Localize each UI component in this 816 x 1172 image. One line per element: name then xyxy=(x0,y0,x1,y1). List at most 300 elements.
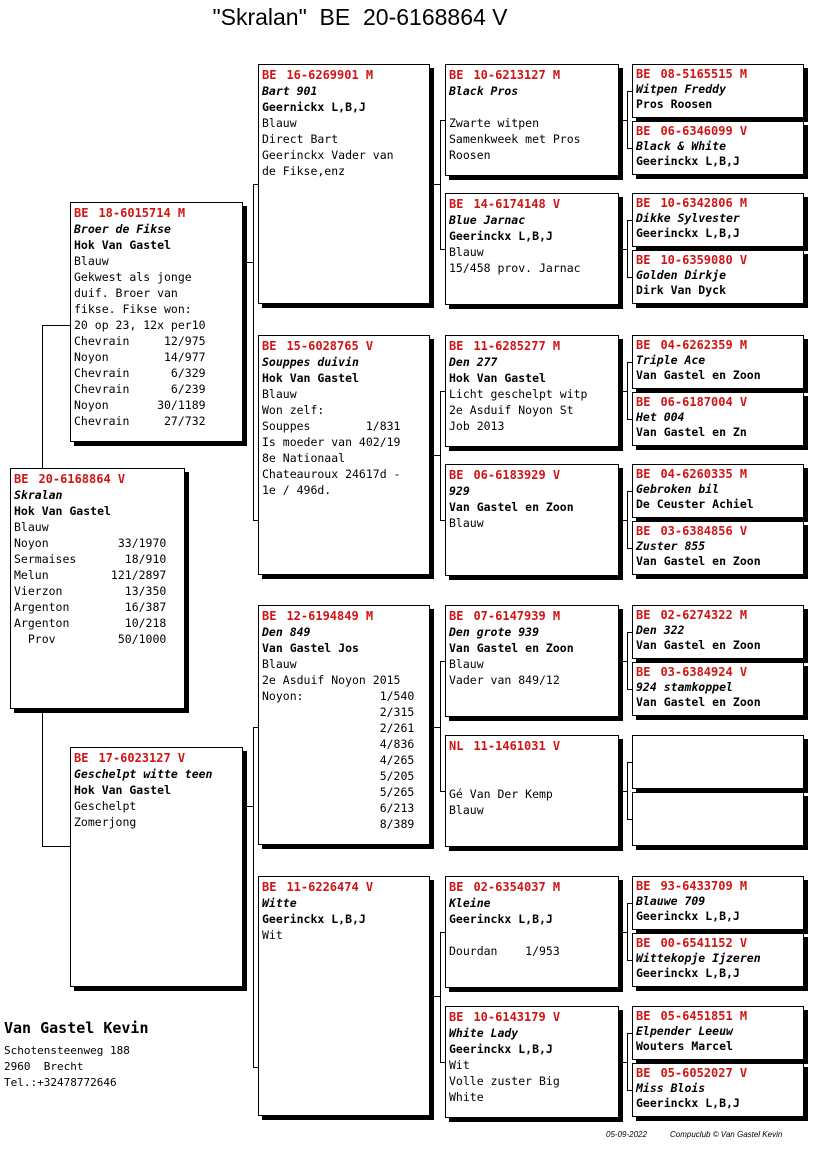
ring-country: BE xyxy=(262,339,277,353)
pigeon-info-line: 5/265 xyxy=(262,785,415,799)
pedigree-connector-line xyxy=(619,391,627,392)
pigeon-info-line: 5/205 xyxy=(262,769,415,783)
pigeon-owner: Hok Van Gastel xyxy=(262,371,359,385)
pigeon-info-line: Blauw xyxy=(74,254,109,268)
pigeon-info-line: Samenkweek met Pros xyxy=(449,132,581,146)
ring-code: 11-1461031 V xyxy=(473,739,561,753)
pigeon-card-g1 xyxy=(632,64,804,118)
ring-number xyxy=(449,1009,615,1025)
pigeon-info-line: White xyxy=(449,1090,484,1104)
pigeon-card-sss xyxy=(445,64,619,176)
pedigree-connector-line xyxy=(627,91,632,92)
pigeon-owner: Geerinckx L,B,J xyxy=(449,912,553,926)
pedigree-connector-line xyxy=(440,249,445,250)
pigeon-info-line: Blauw xyxy=(449,657,484,671)
pigeon-info-line: Argenton 10/218 xyxy=(14,616,167,630)
pigeon-name: 929 xyxy=(449,484,470,498)
print-date: 05-09-2022 xyxy=(606,1130,647,1139)
pigeon-name: Triple Ace xyxy=(636,353,706,367)
ring-code: 02-6274322 M xyxy=(660,608,748,622)
pigeon-info-line: 2e Asduif Noyon 2015 xyxy=(262,673,401,687)
pigeon-info-line: de Fikse,enz xyxy=(262,164,346,178)
ring-country: BE xyxy=(14,472,29,486)
pigeon-info-line: Chevrain 6/239 xyxy=(74,382,206,396)
pigeon-name: Den 322 xyxy=(636,623,685,637)
pedigree-connector-line xyxy=(440,791,445,792)
pedigree-connector-line xyxy=(440,520,445,521)
pigeon-info-line: Blauw xyxy=(449,803,484,817)
ring-code: 06-6183929 V xyxy=(473,468,561,482)
pedigree-connector-line xyxy=(627,491,628,548)
pigeon-info-line: 20 op 23, 12x per10 xyxy=(74,318,206,332)
pedigree-connector-line xyxy=(253,520,258,521)
pigeon-info-line: Blauw xyxy=(14,520,49,534)
ring-number xyxy=(449,338,615,354)
pigeon-name: Den grote 939 xyxy=(449,625,540,639)
ring-code: 15-6028765 V xyxy=(286,339,374,353)
pigeon-name: Kleine xyxy=(449,896,491,910)
ring-country: BE xyxy=(636,338,651,352)
pigeon-info-line: Geschelpt xyxy=(74,799,137,813)
ring-number xyxy=(74,205,239,221)
pigeon-info-line: 2/315 xyxy=(262,705,415,719)
ring-number xyxy=(262,67,426,83)
pigeon-info-line: Blauw xyxy=(262,116,297,130)
pigeon-card-g12 xyxy=(632,792,804,846)
pedigree-connector-line xyxy=(627,632,628,689)
pedigree-title: "Skralan" BE 20-6168864 V xyxy=(212,4,508,30)
pigeon-owner: Geernickx L,B,J xyxy=(262,100,366,114)
pedigree-connector-line xyxy=(430,996,440,997)
ring-number xyxy=(636,738,800,753)
pedigree-connector-line xyxy=(619,661,627,662)
ring-country: BE xyxy=(636,253,651,267)
pedigree-connector-line xyxy=(440,1062,445,1063)
pigeon-info-line: fikse. Fikse won: xyxy=(74,302,192,316)
pigeon-info-line: Souppes 1/831 xyxy=(262,419,401,433)
pigeon-name: Souppes duivin xyxy=(262,355,359,369)
pigeon-name: Het 004 xyxy=(636,410,685,424)
pedigree-connector-line xyxy=(627,548,632,549)
pigeon-name: Geschelpt witte teen xyxy=(74,767,213,781)
ring-country: BE xyxy=(636,467,651,481)
ring-code: 02-6354037 M xyxy=(473,880,561,894)
ring-country: BE xyxy=(449,880,464,894)
ring-country: BE xyxy=(449,68,464,82)
pigeon-info-line: 6/213 xyxy=(262,801,415,815)
pigeon-card-g10 xyxy=(632,662,804,716)
pigeon-card-g4 xyxy=(632,250,804,304)
pedigree-connector-line xyxy=(627,362,632,363)
pigeon-owner: Geerinckx L,B,J xyxy=(636,966,740,980)
pedigree-connector-line xyxy=(627,220,628,277)
pedigree-connector-line xyxy=(42,709,43,846)
pigeon-info-line: Noyon 33/1970 xyxy=(14,536,167,550)
pigeon-name: Dikke Sylvester xyxy=(636,211,740,225)
pigeon-info-line: 1e / 496d. xyxy=(262,483,332,497)
ring-code: 11-6285277 M xyxy=(473,339,561,353)
pedigree-connector-line xyxy=(619,120,627,121)
pigeon-name: Den 277 xyxy=(449,355,498,369)
pedigree-connector-line xyxy=(627,632,632,633)
pigeon-info-line: Noyon: 1/540 xyxy=(262,689,415,703)
pigeon-owner: Van Gastel en Zoon xyxy=(636,695,761,709)
pigeon-info-line: Melun 121/2897 xyxy=(14,568,167,582)
pedigree-connector-line xyxy=(627,1033,632,1034)
pigeon-info-line: Zomerjong xyxy=(74,815,137,829)
pigeon-info-line: Blauw xyxy=(262,387,297,401)
pigeon-info-line: Job 2013 xyxy=(449,419,505,433)
ring-code: 06-6187004 V xyxy=(660,395,748,409)
pedigree-connector-line xyxy=(627,689,632,690)
pigeon-owner: Geerinckx L,B,J xyxy=(449,229,553,243)
pedigree-connector-line xyxy=(243,262,253,263)
ring-country: BE xyxy=(636,1066,651,1080)
pedigree-connector-line xyxy=(253,727,258,728)
pedigree-connector-line xyxy=(627,903,628,960)
ring-code: 20-6168864 V xyxy=(38,472,126,486)
pigeon-name: Broer de Fikse xyxy=(74,222,171,236)
pigeon-info-line: Dourdan 1/953 xyxy=(449,944,560,958)
ring-number xyxy=(636,879,800,894)
pigeon-info-line: Gé Van Der Kemp xyxy=(449,787,553,801)
ring-country: BE xyxy=(449,468,464,482)
ring-number xyxy=(74,750,239,766)
ring-country: BE xyxy=(636,196,651,210)
ring-number xyxy=(262,608,426,624)
pigeon-info-line: 8e Nationaal xyxy=(262,451,346,465)
ring-code: 93-6433709 M xyxy=(660,879,748,893)
pigeon-name: 924 stamkoppel xyxy=(636,680,733,694)
ring-country: BE xyxy=(449,339,464,353)
pedigree-connector-line xyxy=(440,120,445,121)
ring-code: 05-6451851 M xyxy=(660,1009,748,1023)
pigeon-info-line: Wit xyxy=(262,928,283,942)
ring-number xyxy=(262,879,426,895)
pedigree-connector-line xyxy=(430,727,440,728)
pedigree-connector-line xyxy=(253,1067,258,1068)
pedigree-connector-line xyxy=(42,846,70,847)
pigeon-owner: Wouters Marcel xyxy=(636,1039,733,1053)
pigeon-card-g14 xyxy=(632,933,804,987)
breeder-street: Schotensteenweg 188 xyxy=(4,1044,130,1057)
pigeon-name: Witte xyxy=(262,896,297,910)
pedigree-connector-line xyxy=(619,1062,627,1063)
ring-number xyxy=(636,1066,800,1081)
pigeon-name: Witpen Freddy xyxy=(636,82,727,96)
ring-country: BE xyxy=(74,751,89,765)
ring-code: 06-6346099 V xyxy=(660,124,748,138)
pigeon-owner: Van Gastel en Zoon xyxy=(636,368,761,382)
ring-country: BE xyxy=(449,609,464,623)
pigeon-owner: Van Gastel en Zn xyxy=(636,425,747,439)
pigeon-card-g13 xyxy=(632,876,804,930)
breeder-name: Van Gastel Kevin xyxy=(4,1019,149,1037)
pigeon-info-line: Blauw xyxy=(262,657,297,671)
pedigree-connector-line xyxy=(253,184,254,520)
pigeon-card-g8 xyxy=(632,521,804,575)
pigeon-owner: Hok Van Gastel xyxy=(74,783,171,797)
pigeon-card-subject xyxy=(10,468,185,709)
pedigree-connector-line xyxy=(440,932,441,1062)
ring-country: BE xyxy=(449,197,464,211)
pedigree-connector-line xyxy=(627,960,632,961)
ring-code: 10-6143179 V xyxy=(473,1010,561,1024)
footer-credit: Compuclub © Van Gastel Kevin xyxy=(670,1130,783,1139)
ring-number xyxy=(636,665,800,680)
pigeon-name: Blauwe 709 xyxy=(636,894,706,908)
pedigree-connector-line xyxy=(440,661,445,662)
pigeon-card-sd xyxy=(258,335,430,575)
ring-code: 03-6384924 V xyxy=(660,665,748,679)
pedigree-connector-line xyxy=(627,762,628,819)
pedigree-connector-line xyxy=(42,325,43,468)
pigeon-info-line: Licht geschelpt witp xyxy=(449,387,588,401)
pigeon-info-line: Prov 50/1000 xyxy=(14,632,167,646)
ring-code: 07-6147939 M xyxy=(473,609,561,623)
pedigree-connector-line xyxy=(619,520,627,521)
pigeon-card-dss xyxy=(445,605,619,717)
pigeon-card-g16 xyxy=(632,1063,804,1117)
pigeon-owner: Van Gastel en Zoon xyxy=(636,638,761,652)
breeder-city: 2960 Brecht xyxy=(4,1060,84,1073)
pigeon-info-line: Geerinckx Vader van xyxy=(262,148,394,162)
pigeon-name: Elpender Leeuw xyxy=(636,1024,733,1038)
ring-country: BE xyxy=(636,936,651,950)
ring-code: 12-6194849 M xyxy=(286,609,374,623)
pedigree-connector-line xyxy=(627,491,632,492)
ring-number xyxy=(449,196,615,212)
ring-country: BE xyxy=(262,880,277,894)
pigeon-card-g2 xyxy=(632,121,804,175)
ring-number xyxy=(262,338,426,354)
pigeon-info-line: 8/389 xyxy=(262,817,415,831)
ring-number xyxy=(449,467,615,483)
pedigree-connector-line xyxy=(627,819,632,820)
pigeon-name: Black Pros xyxy=(449,84,519,98)
pigeon-owner: Dirk Van Dyck xyxy=(636,283,727,297)
pigeon-info-line: Volle zuster Big xyxy=(449,1074,560,1088)
ring-country: BE xyxy=(636,1009,651,1023)
pedigree-connector-line xyxy=(627,277,632,278)
breeder-phone: Tel.:+32478772646 xyxy=(4,1076,117,1089)
pigeon-card-ds xyxy=(258,605,430,845)
ring-code: 04-6260335 M xyxy=(660,467,748,481)
pigeon-name: Bart 901 xyxy=(262,84,318,98)
ring-country: BE xyxy=(449,1010,464,1024)
pigeon-info-line: Sermaises 18/910 xyxy=(14,552,167,566)
pigeon-info-line: Gekwest als jonge xyxy=(74,270,192,284)
pigeon-info-line: Wit xyxy=(449,1058,470,1072)
pigeon-info-line: Is moeder van 402/19 xyxy=(262,435,401,449)
ring-code: 16-6269901 M xyxy=(286,68,374,82)
ring-number xyxy=(636,795,800,810)
pigeon-info-line: 4/265 xyxy=(262,753,415,767)
pigeon-name: Golden Dirkje xyxy=(636,268,727,282)
pigeon-card-g6 xyxy=(632,392,804,446)
pedigree-connector-line xyxy=(627,419,632,420)
pigeon-owner: Van Gastel en Zoon xyxy=(636,554,761,568)
ring-code: 10-6359080 V xyxy=(660,253,748,267)
pigeon-info-line: Chevrain 6/329 xyxy=(74,366,206,380)
pigeon-card-dsd xyxy=(445,735,619,847)
pigeon-info-line: Won zelf: xyxy=(262,403,325,417)
ring-code: 05-6052027 V xyxy=(660,1066,748,1080)
pigeon-name: Zuster 855 xyxy=(636,539,706,553)
pigeon-owner: Geerinckx L,B,J xyxy=(449,1042,553,1056)
pigeon-owner: Van Gastel Jos xyxy=(262,641,359,655)
pigeon-card-g5 xyxy=(632,335,804,389)
pigeon-owner: Geerinckx L,B,J xyxy=(636,1096,740,1110)
pedigree-connector-line xyxy=(619,249,627,250)
pigeon-owner: Hok Van Gastel xyxy=(449,371,546,385)
pigeon-owner: Geerinckx L,B,J xyxy=(636,154,740,168)
ring-country: BE xyxy=(262,609,277,623)
ring-number xyxy=(636,467,800,482)
pigeon-info-line: Roosen xyxy=(449,148,491,162)
ring-number xyxy=(636,124,800,139)
pigeon-name: Miss Blois xyxy=(636,1081,706,1095)
ring-code: 10-6213127 M xyxy=(473,68,561,82)
pedigree-connector-line xyxy=(440,120,441,249)
pigeon-card-g7 xyxy=(632,464,804,518)
ring-code: 08-5165515 M xyxy=(660,67,748,81)
ring-number xyxy=(14,471,181,487)
ring-number xyxy=(636,395,800,410)
pigeon-info-line: Vierzon 13/350 xyxy=(14,584,167,598)
pedigree-connector-line xyxy=(627,362,628,419)
pedigree-connector-line xyxy=(440,391,445,392)
ring-country: BE xyxy=(636,879,651,893)
pigeon-info-line: Blauw xyxy=(449,516,484,530)
pigeon-card-dam xyxy=(70,747,243,987)
pedigree-connector-line xyxy=(253,727,254,1067)
pigeon-info-line: 4/836 xyxy=(262,737,415,751)
pigeon-info-line: Argenton 16/387 xyxy=(14,600,167,614)
pigeon-owner: Hok Van Gastel xyxy=(74,238,171,252)
pigeon-card-g3 xyxy=(632,193,804,247)
pigeon-card-dds xyxy=(445,876,619,988)
pigeon-info-line: 15/458 prov. Jarnac xyxy=(449,261,581,275)
pigeon-owner: Geerinckx L,B,J xyxy=(636,909,740,923)
pigeon-card-sdd xyxy=(445,464,619,576)
pedigree-connector-line xyxy=(627,903,632,904)
pigeon-name: Gebroken bil xyxy=(636,482,720,496)
pedigree-connector-line xyxy=(440,661,441,791)
pigeon-card-ddd xyxy=(445,1006,619,1118)
ring-code: 10-6342806 M xyxy=(660,196,748,210)
pedigree-connector-line xyxy=(440,391,441,520)
ring-number xyxy=(636,253,800,268)
pedigree-connector-line xyxy=(627,1090,632,1091)
ring-number xyxy=(636,1009,800,1024)
pigeon-info-line: Direct Bart xyxy=(262,132,339,146)
ring-country: BE xyxy=(636,67,651,81)
ring-number xyxy=(449,67,615,83)
ring-code: 11-6226474 V xyxy=(286,880,374,894)
ring-number xyxy=(636,608,800,623)
pedigree-connector-line xyxy=(627,148,632,149)
pigeon-card-dd xyxy=(258,876,430,1116)
ring-code: 03-6384856 V xyxy=(660,524,748,538)
ring-number xyxy=(449,608,615,624)
pigeon-info-line: Vader van 849/12 xyxy=(449,673,560,687)
pigeon-name: Blue Jarnac xyxy=(449,213,526,227)
pigeon-owner: Geerinckx L,B,J xyxy=(262,912,366,926)
pigeon-owner: Van Gastel en Zoon xyxy=(449,641,574,655)
pigeon-name: White Lady xyxy=(449,1026,519,1040)
pigeon-card-g15 xyxy=(632,1006,804,1060)
pedigree-connector-line xyxy=(619,791,627,792)
ring-code: 04-6262359 M xyxy=(660,338,748,352)
pedigree-connector-line xyxy=(619,932,627,933)
pedigree-connector-line xyxy=(253,184,258,185)
pigeon-info-line: duif. Broer van xyxy=(74,286,178,300)
pigeon-info-line: Noyon 14/977 xyxy=(74,350,206,364)
pigeon-card-g9 xyxy=(632,605,804,659)
pedigree-connector-line xyxy=(627,1033,628,1090)
ring-code: 17-6023127 V xyxy=(98,751,186,765)
pigeon-name: Black & White xyxy=(636,139,727,153)
pigeon-owner: Geerinckx L,B,J xyxy=(636,226,740,240)
pedigree-connector-line xyxy=(42,325,70,326)
pedigree-connector-line xyxy=(430,455,440,456)
pigeon-info-line: Chevrain 27/732 xyxy=(74,414,206,428)
pigeon-info-line: Blauw xyxy=(449,245,484,259)
pigeon-info-line: 2/261 xyxy=(262,721,415,735)
ring-country: BE xyxy=(636,395,651,409)
pigeon-card-sire xyxy=(70,202,243,442)
pigeon-card-sds xyxy=(445,335,619,447)
ring-country: BE xyxy=(636,665,651,679)
ring-country: NL xyxy=(449,739,464,753)
pigeon-card-ssd xyxy=(445,193,619,305)
ring-number xyxy=(636,338,800,353)
pigeon-info-line: Zwarte witpen xyxy=(449,116,540,130)
ring-code: 14-6174148 V xyxy=(473,197,561,211)
ring-country: BE xyxy=(636,608,651,622)
ring-country: BE xyxy=(636,124,651,138)
ring-number xyxy=(449,879,615,895)
pigeon-name: Den 849 xyxy=(262,625,311,639)
ring-number xyxy=(636,67,800,82)
pigeon-info-line: Noyon 30/1189 xyxy=(74,398,206,412)
pedigree-connector-line xyxy=(243,806,253,807)
pedigree-connector-line xyxy=(440,932,445,933)
pigeon-name: Wittekopje Ijzeren xyxy=(636,951,761,965)
pedigree-connector-line xyxy=(627,220,632,221)
ring-code: 18-6015714 M xyxy=(98,206,186,220)
ring-number xyxy=(636,196,800,211)
pedigree-connector-line xyxy=(430,184,440,185)
ring-country: BE xyxy=(262,68,277,82)
ring-number xyxy=(636,936,800,951)
ring-country: BE xyxy=(636,524,651,538)
pedigree-connector-line xyxy=(627,91,628,148)
pigeon-name: Skralan xyxy=(14,488,63,502)
pigeon-owner: De Ceuster Achiel xyxy=(636,497,754,511)
pigeon-info-line: 2e Asduif Noyon St xyxy=(449,403,574,417)
pigeon-card-g11 xyxy=(632,735,804,789)
pedigree-connector-line xyxy=(627,762,632,763)
pigeon-owner: Pros Roosen xyxy=(636,97,713,111)
pigeon-owner: Hok Van Gastel xyxy=(14,504,111,518)
pigeon-info-line: Chateauroux 24617d - xyxy=(262,467,401,481)
pigeon-owner: Van Gastel en Zoon xyxy=(449,500,574,514)
pigeon-info-line: Chevrain 12/975 xyxy=(74,334,206,348)
ring-code: 00-6541152 V xyxy=(660,936,748,950)
pigeon-card-ss xyxy=(258,64,430,304)
